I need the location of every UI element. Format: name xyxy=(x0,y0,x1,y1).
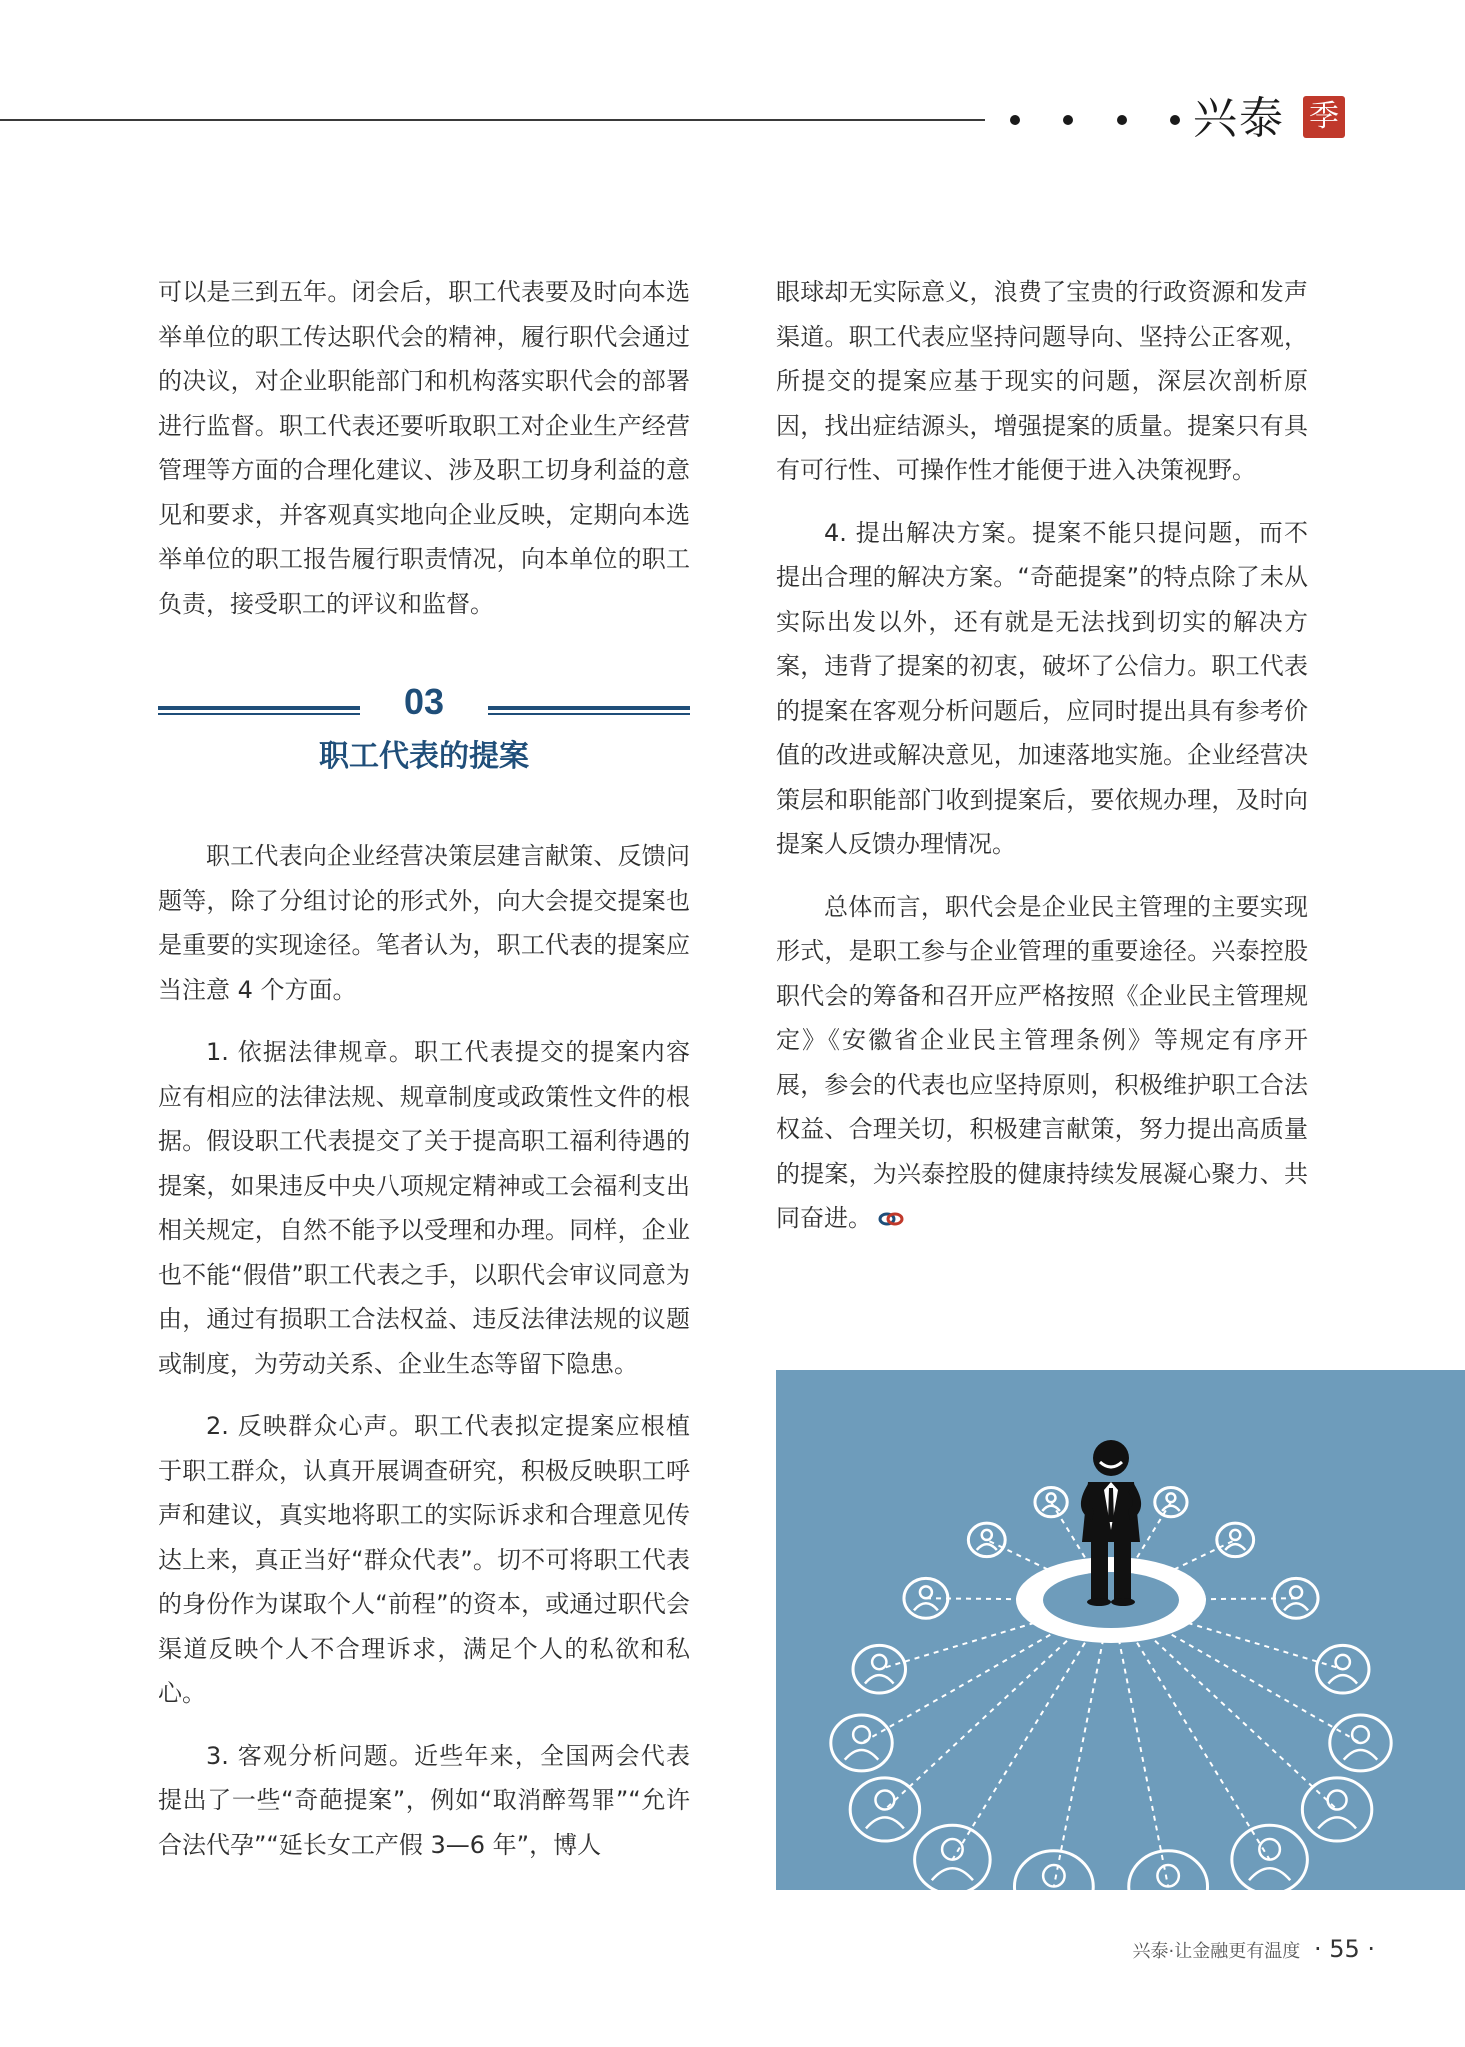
paragraph: 眼球却无实际意义，浪费了宝贵的行政资源和发声渠道。职工代表应坚持问题导向、坚持公正客观，所提交的提案应基于现实的问题，深层次剖析原因，找出症结源头，增强提案的质量。提案只有具有可行性、可操作性才能便于进入决策视野。 xyxy=(776,278,1308,484)
header-stamp: 季 xyxy=(1303,96,1345,138)
section-rule-right xyxy=(488,706,690,716)
paragraph: 1. 依据法律规章。职工代表提交的提案内容应有相应的法律法规、规章制度或政策性文件的根据。假设职工代表提交了关于提高职工福利待遇的提案，如果违反中央八项规定精神或工会福利支出相关规定，自然不能予以受理和办理。同样，企业也不能“假借”职工代表之手，以职代会审议同意为由，通过有损职工合法权益、违反法律法规的议题或制度，为劳动关系、企业生态等留下隐患。 xyxy=(158,1038,690,1378)
dot-icon xyxy=(1010,115,1020,125)
paragraph-final xyxy=(776,885,1308,1241)
right-column xyxy=(776,270,1308,1259)
paragraph: 3. 客观分析问题。近些年来，全国两会代表提出了一些“奇葩提案”，例如“取消醉驾罪”“允许合法代孕”“延长女工产假 3—6 年”，博人 xyxy=(158,1741,690,1859)
leader-network-icon xyxy=(776,1370,1465,1890)
dot-icon xyxy=(1117,115,1127,125)
section-number: 03 xyxy=(403,681,445,722)
page-number: · 55 · xyxy=(1313,1935,1375,1963)
end-mark-icon xyxy=(878,1211,904,1227)
paragraph: 可以是三到五年。闭会后，职工代表要及时向本选举单位的职工传达职代会的精神，履行职代会通过的决议，对企业职能部门和机构落实职代会的部署进行监督。职工代表还要听取职工对企业生产经营管理等方面的合理化建议、涉及职工切身利益的意见和要求，并客观真实地向企业反映，定期向本选举单位的职工报告履行职责情况，向本单位的职工负责，接受职工的评议和监督。 xyxy=(158,278,690,618)
paragraph: 职工代表向企业经营决策层建言献策、反馈问题等，除了分组讨论的形式外，向大会提交提案也是重要的实现途径。笔者认为，职工代表的提案应当注意 4 个方面。 xyxy=(158,842,690,1004)
left-column xyxy=(158,270,690,1885)
section-title: 职工代表的提案 xyxy=(319,739,529,774)
header-dots xyxy=(1010,100,1180,140)
section-heading xyxy=(158,666,690,796)
paragraph-text: 总体而言，职代会是企业民主管理的主要实现形式，是职工参与企业管理的重要途径。兴泰控股职代会的筹备和召开应严格按照《企业民主管理规定》《安徽省企业民主管理条例》等规定有序开展，参会的代表也应坚持原则，积极维护职工合法权益、合理关切，积极建言献策，努力提出高质量的提案，为兴泰控股的健康持续发展凝心聚力、共同奋进。 xyxy=(776,892,1308,1232)
dot-icon xyxy=(1170,115,1180,125)
illustration xyxy=(776,1370,1465,1890)
footer xyxy=(1132,1934,1375,1967)
header-rule xyxy=(0,119,985,121)
paragraph: 2. 反映群众心声。职工代表拟定提案应根植于职工群众，认真开展调查研究，积极反映职工呼声和建议，真实地将职工的实际诉求和合理意见传达上来，真正当好“群众代表”。切不可将职工代表的身份作为谋取个人“前程”的资本，或通过职代会渠道反映个人不合理诉求，满足个人的私欲和私心。 xyxy=(158,1412,690,1707)
footer-slogan: 兴泰·让金融更有温度 xyxy=(1132,1941,1301,1962)
header-brand: 兴泰 xyxy=(1193,93,1285,144)
dot-icon xyxy=(1063,115,1073,125)
paragraph: 4. 提出解决方案。提案不能只提问题，而不提出合理的解决方案。“奇葩提案”的特点除了未从实际出发以外，还有就是无法找到切实的解决方案，违背了提案的初衷，破坏了公信力。职工代表的提案在客观分析问题后，应同时提出具有参考价值的改进或解决意见，加速落地实施。企业经营决策层和职能部门收到提案后，要依规办理，及时向提案人反馈办理情况。 xyxy=(776,518,1308,858)
